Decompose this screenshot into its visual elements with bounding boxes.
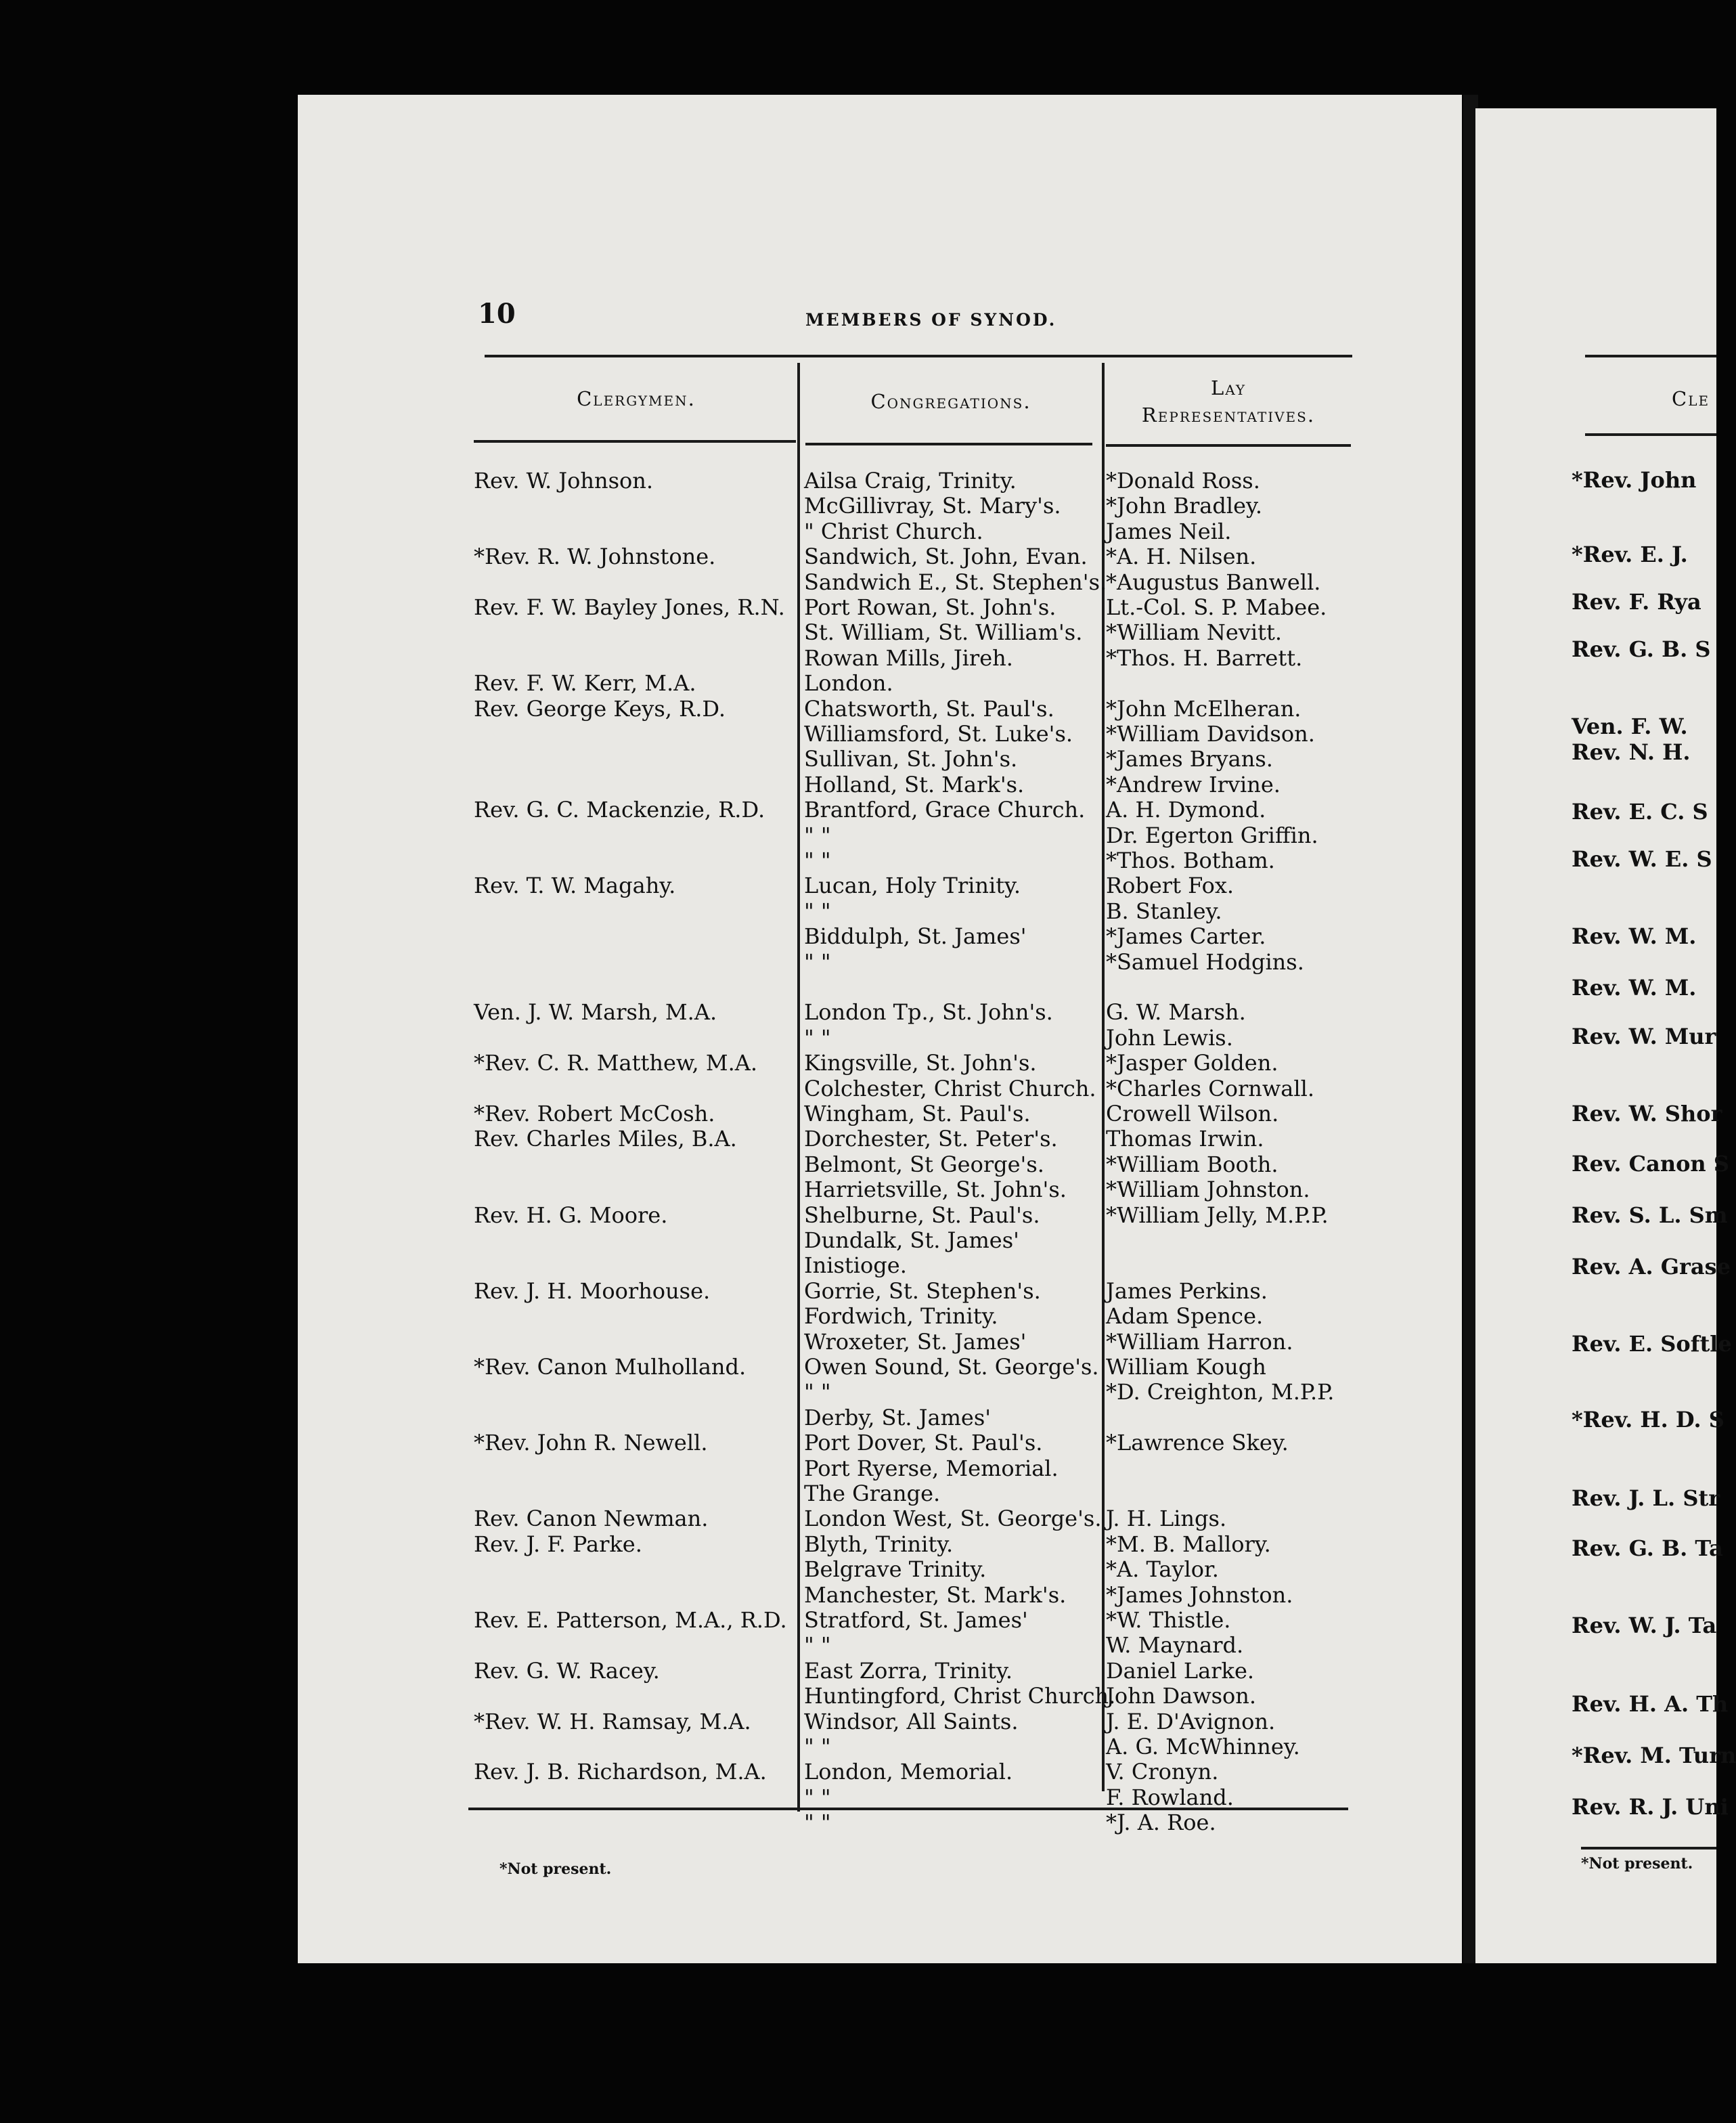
facing-page-clergy-entry: Rev. W. Mur: [1572, 1024, 1716, 1049]
lay-representative-entry: William Kough: [1106, 1354, 1266, 1380]
facing-page-clergy-entry: *Rev. M. Turn: [1572, 1743, 1736, 1768]
lay-representative-entry: *Lawrence Skey.: [1106, 1430, 1289, 1456]
lay-representative-entry: *Augustus Banwell.: [1106, 569, 1321, 595]
congregation-entry: Fordwich, Trinity.: [804, 1303, 998, 1330]
clergy-entry: *Rev. R. W. Johnstone.: [474, 544, 716, 570]
congregation-entry: Biddulph, St. James': [804, 923, 1027, 950]
facing-page-clergy-entry: Rev. E. C. S: [1572, 799, 1708, 825]
congregation-entry: Stratford, St. James': [804, 1607, 1028, 1633]
congregation-entry: Rowan Mills, Jireh.: [804, 644, 1013, 671]
lay-representative-entry: *Thos. H. Barrett.: [1106, 644, 1303, 671]
lay-representative-entry: *William Booth.: [1106, 1151, 1278, 1177]
clergy-entry: Rev. T. W. Magahy.: [474, 873, 676, 899]
lay-representative-entry: *Charles Cornwall.: [1106, 1075, 1314, 1101]
congregation-entry: " ": [804, 1379, 831, 1405]
facing-page-clergy-entry: Rev. W. Shor: [1572, 1101, 1722, 1126]
lay-representative-entry: *William Harron.: [1106, 1328, 1293, 1355]
lay-representative-entry: *M. B. Mallory.: [1106, 1531, 1271, 1557]
congregation-entry: Kingsville, St. John's.: [804, 1050, 1037, 1076]
header-representatives: Representatives.: [1141, 403, 1316, 426]
congregation-entry: London.: [804, 670, 893, 697]
lay-representative-entry: A. G. McWhinney.: [1106, 1734, 1300, 1759]
lay-representative-entry: W. Maynard.: [1106, 1632, 1244, 1659]
clergy-entry: Rev. Charles Miles, B.A.: [474, 1126, 737, 1152]
lay-representative-entry: Crowell Wilson.: [1106, 1101, 1279, 1126]
page-number: 10: [478, 298, 516, 330]
congregation-entry: Lucan, Holy Trinity.: [804, 873, 1021, 899]
clergy-entry: Rev. Canon Newman.: [474, 1506, 709, 1532]
congregation-entry: London Tp., St. John's.: [804, 999, 1053, 1026]
clergy-entry: Rev. W. Johnson.: [474, 468, 654, 494]
header-congregations: Congregations.: [870, 390, 1031, 413]
table-top-rule: [485, 355, 1352, 357]
lay-representative-entry: *James Carter.: [1106, 923, 1266, 950]
lay-representative-entry: *W. Thistle.: [1106, 1607, 1231, 1633]
congregation-entry: London, Memorial.: [804, 1759, 1013, 1785]
congregation-entry: " ": [804, 1810, 831, 1836]
clergy-entry: *Rev. Robert McCosh.: [474, 1101, 715, 1126]
clergy-entry: Rev. E. Patterson, M.A., R.D.: [474, 1607, 787, 1633]
congregation-entry: " ": [804, 948, 831, 975]
lay-representative-entry: *D. Creighton, M.P.P.: [1106, 1379, 1335, 1405]
congregation-entry: Port Dover, St. Paul's.: [804, 1430, 1043, 1456]
lay-representative-entry: John Dawson.: [1106, 1683, 1257, 1709]
congregation-entry: Inistioge.: [804, 1252, 907, 1279]
congregation-entry: " ": [804, 822, 831, 848]
facing-page-clergy-entry: Rev. R. J. Uni: [1572, 1794, 1729, 1820]
facing-page-header-rule: [1585, 433, 1716, 436]
congregation-entry: Ailsa Craig, Trinity.: [804, 468, 1017, 494]
congregation-entry: St. William, St. William's.: [804, 619, 1083, 646]
congregation-entry: East Zorra, Trinity.: [804, 1657, 1012, 1684]
facing-page-header: Cle: [1672, 387, 1710, 410]
lay-representative-entry: Daniel Larke.: [1106, 1657, 1255, 1684]
clergy-entry: Rev. H. G. Moore.: [474, 1202, 668, 1228]
facing-page-footnote: *Not present.: [1581, 1855, 1693, 1873]
clergy-entry: Rev. G. W. Racey.: [474, 1657, 660, 1684]
facing-page-clergy-entry: Rev. W. M.: [1572, 975, 1697, 1001]
lay-representative-entry: J. E. D'Avignon.: [1106, 1708, 1276, 1734]
congregation-entry: Colchester, Christ Church.: [804, 1075, 1096, 1101]
facing-page-clergy-entry: Rev. E. Softle: [1572, 1331, 1732, 1357]
congregation-entry: " ": [804, 1784, 831, 1810]
footnote: *Not present.: [499, 1860, 612, 1878]
congregation-entry: Windsor, All Saints.: [804, 1708, 1019, 1734]
lay-representative-entry: John Lewis.: [1106, 1024, 1233, 1051]
header-rule: [805, 443, 1092, 445]
lay-representative-entry: Dr. Egerton Griffin.: [1106, 822, 1318, 848]
facing-page-clergy-entry: *Rev. John: [1572, 467, 1697, 493]
facing-page-clergy-entry: Rev. W. M.: [1572, 923, 1697, 949]
congregation-entry: Gorrie, St. Stephen's.: [804, 1277, 1041, 1304]
lay-representative-entry: *James Bryans.: [1106, 746, 1273, 772]
lay-representative-entry: *Andrew Irvine.: [1106, 771, 1281, 797]
lay-representative-entry: *Samuel Hodgins.: [1106, 948, 1304, 975]
congregation-entry: Belmont, St George's.: [804, 1151, 1044, 1177]
lay-representative-entry: F. Rowland.: [1106, 1784, 1234, 1810]
congregation-entry: Belgrave Trinity.: [804, 1556, 987, 1583]
facing-page-clergy-entry: Rev. A. Grase: [1572, 1254, 1731, 1279]
congregation-entry: " ": [804, 848, 831, 873]
lay-representative-entry: James Perkins.: [1106, 1277, 1268, 1304]
lay-representative-entry: A. H. Dymond.: [1106, 797, 1266, 823]
facing-page-clergy-entry: *Rev. E. J.: [1572, 542, 1688, 567]
congregation-entry: Blyth, Trinity.: [804, 1531, 954, 1557]
congregation-entry: Sullivan, St. John's.: [804, 746, 1018, 772]
facing-page-clergy-entry: Rev. G. B. S: [1572, 636, 1711, 662]
lay-representative-entry: *James Johnston.: [1106, 1581, 1293, 1608]
congregation-entry: " ": [804, 898, 831, 924]
congregation-entry: " ": [804, 1024, 831, 1051]
congregation-entry: Harrietsville, St. John's.: [804, 1177, 1067, 1203]
clergy-entry: Rev. J. B. Richardson, M.A.: [474, 1759, 767, 1785]
clergy-entry: Rev. F. W. Bayley Jones, R.N.: [474, 594, 785, 620]
clergy-entry: *Rev. W. H. Ramsay, M.A.: [474, 1708, 751, 1734]
congregation-entry: " Christ Church.: [804, 518, 983, 544]
lay-representative-entry: Adam Spence.: [1106, 1303, 1264, 1330]
facing-page-clergy-entry: Rev. S. L. Sm: [1572, 1202, 1728, 1228]
lay-representative-entry: *A. H. Nilsen.: [1106, 544, 1257, 570]
congregation-entry: The Grange.: [804, 1481, 941, 1506]
lay-representative-entry: James Neil.: [1106, 518, 1232, 544]
congregation-entry: Holland, St. Mark's.: [804, 771, 1025, 797]
header-lay: Lay: [1210, 376, 1247, 399]
clergy-entry: Rev. J. H. Moorhouse.: [474, 1277, 711, 1304]
congregation-entry: Sandwich E., St. Stephen's.: [804, 569, 1107, 595]
lay-representative-entry: J. H. Lings.: [1106, 1506, 1227, 1532]
column-rule: [797, 363, 800, 1812]
clergy-entry: Rev. J. F. Parke.: [474, 1531, 642, 1557]
facing-page-clergy-entry: Rev. J. L. Str: [1572, 1485, 1720, 1511]
lay-representative-entry: *William Johnston.: [1106, 1177, 1310, 1203]
lay-representative-entry: *William Nevitt.: [1106, 619, 1282, 646]
congregation-entry: McGillivray, St. Mary's.: [804, 493, 1061, 519]
lay-representative-entry: *J. A. Roe.: [1106, 1810, 1216, 1836]
congregation-entry: Shelburne, St. Paul's.: [804, 1202, 1040, 1228]
facing-page-clergy-entry: Rev. F. Rya: [1572, 589, 1701, 615]
congregation-entry: Dorchester, St. Peter's.: [804, 1126, 1058, 1152]
lay-representative-entry: V. Cronyn.: [1106, 1759, 1219, 1785]
lay-representative-entry: Thomas Irwin.: [1106, 1126, 1264, 1152]
facing-page-clergy-entry: Rev. H. A. Th: [1572, 1691, 1729, 1717]
congregation-entry: London West, St. George's.: [804, 1506, 1102, 1532]
congregation-entry: Williamsford, St. Luke's.: [804, 721, 1073, 747]
lay-representative-entry: B. Stanley.: [1106, 898, 1222, 924]
lay-representative-entry: G. W. Marsh.: [1106, 999, 1246, 1026]
congregation-entry: Chatsworth, St. Paul's.: [804, 695, 1054, 722]
congregation-entry: Port Rowan, St. John's.: [804, 594, 1056, 620]
clergy-entry: Ven. J. W. Marsh, M.A.: [474, 999, 717, 1026]
running-head: MEMBERS OF SYNOD.: [805, 310, 1057, 330]
lay-representative-entry: *John Bradley.: [1106, 493, 1263, 519]
facing-page-clergy-entry: Rev. Canon S: [1572, 1151, 1729, 1177]
facing-page-bottom-rule: [1581, 1847, 1716, 1850]
facing-page-clergy-entry: *Rev. H. D. S: [1572, 1407, 1724, 1432]
lay-representative-entry: Robert Fox.: [1106, 873, 1234, 899]
congregation-entry: Sandwich, St. John, Evan.: [804, 544, 1088, 570]
congregation-entry: Derby, St. James': [804, 1404, 992, 1430]
congregation-entry: Wingham, St. Paul's.: [804, 1101, 1031, 1126]
lay-representative-entry: *John McElheran.: [1106, 695, 1301, 722]
lay-representative-entry: *Thos. Botham.: [1106, 848, 1275, 873]
facing-page-clergy-entry: Rev. W. E. S: [1572, 846, 1712, 872]
congregation-entry: Dundalk, St. James': [804, 1227, 1019, 1253]
facing-page-clergy-entry: Rev. G. B. Ta: [1572, 1535, 1723, 1561]
congregation-entry: Brantford, Grace Church.: [804, 797, 1086, 823]
congregation-entry: " ": [804, 1632, 831, 1659]
facing-page-top-rule: [1585, 355, 1716, 357]
header-clergymen: Clergymen.: [577, 387, 696, 410]
clergy-entry: Rev. F. W. Kerr, M.A.: [474, 670, 696, 697]
congregation-entry: Huntingford, Christ Church.: [804, 1683, 1116, 1709]
header-rule: [1106, 444, 1351, 447]
facing-page-clergy-entry: Rev. N. H.: [1572, 739, 1691, 765]
lay-representative-entry: *William Davidson.: [1106, 721, 1315, 747]
facing-page-clergy-entry: Rev. W. J. Ta: [1572, 1613, 1717, 1638]
facing-page-clergy-entry: Ven. F. W.: [1572, 714, 1688, 739]
lay-representative-entry: *A. Taylor.: [1106, 1556, 1219, 1583]
clergy-entry: *Rev. C. R. Matthew, M.A.: [474, 1050, 758, 1076]
header-rule: [474, 440, 796, 443]
congregation-entry: Wroxeter, St. James': [804, 1328, 1027, 1355]
lay-representative-entry: Lt.-Col. S. P. Mabee.: [1106, 594, 1327, 620]
lay-representative-entry: *Jasper Golden.: [1106, 1050, 1278, 1076]
congregation-entry: " ": [804, 1734, 831, 1759]
congregation-entry: Owen Sound, St. George's.: [804, 1354, 1099, 1380]
congregation-entry: Manchester, St. Mark's.: [804, 1581, 1067, 1608]
lay-representative-entry: *Donald Ross.: [1106, 468, 1260, 494]
lay-representative-entry: *William Jelly, M.P.P.: [1106, 1202, 1329, 1228]
clergy-entry: Rev. George Keys, R.D.: [474, 695, 726, 722]
congregation-entry: Port Ryerse, Memorial.: [804, 1455, 1059, 1481]
clergy-entry: Rev. G. C. Mackenzie, R.D.: [474, 797, 765, 823]
clergy-entry: *Rev. John R. Newell.: [474, 1430, 708, 1456]
clergy-entry: *Rev. Canon Mulholland.: [474, 1354, 747, 1380]
